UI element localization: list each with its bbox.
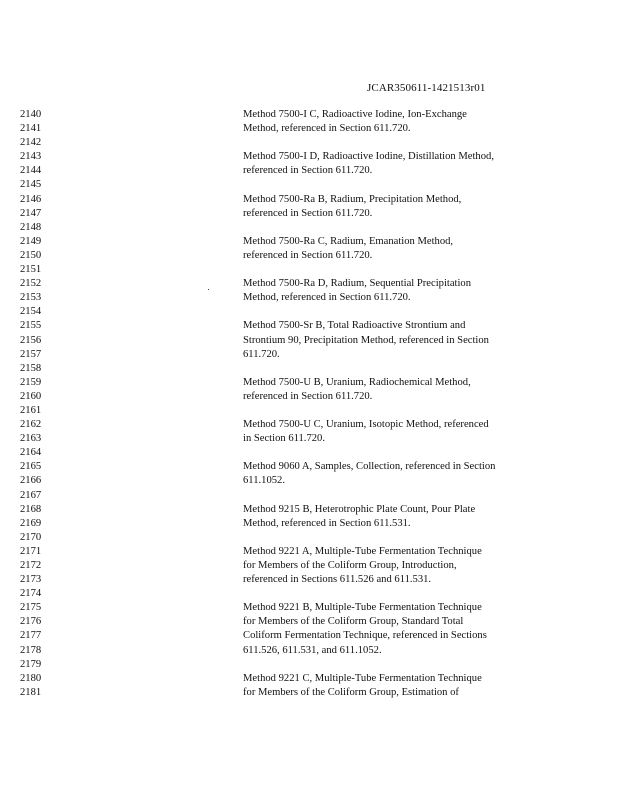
text-line	[0, 418, 618, 432]
text-line	[0, 178, 618, 192]
text-line	[0, 249, 618, 263]
line-text: Coliform Fermentation Technique, referenced in Sections	[243, 630, 487, 642]
line-text: for Members of the Coliform Group, Estimation of	[243, 686, 459, 698]
line-number: 2166	[20, 475, 42, 487]
line-number: 2151	[20, 264, 42, 276]
line-text: Method 7500-Ra C, Radium, Emanation Method,	[243, 235, 454, 247]
text-line	[0, 573, 618, 587]
line-text: Method 9221 C, Multiple-Tube Fermentation Technique	[243, 672, 482, 684]
line-number: 2155	[20, 320, 42, 332]
text-line	[0, 404, 618, 418]
line-number: 2145	[20, 179, 42, 191]
line-number: 2175	[20, 602, 42, 614]
text-line	[0, 559, 618, 573]
line-number: 2177	[20, 630, 42, 642]
line-number: 2144	[20, 165, 42, 177]
line-text: Method 7500-U B, Uranium, Radiochemical Method,	[243, 376, 471, 388]
text-line	[0, 686, 618, 700]
line-number: 2164	[20, 447, 42, 459]
text-line	[0, 305, 618, 319]
text-line	[0, 164, 618, 178]
line-number: 2153	[20, 292, 42, 304]
text-line	[0, 460, 618, 474]
line-number: 2172	[20, 560, 42, 571]
line-text: Strontium 90, Precipitation Method, referenced in Section	[243, 334, 489, 346]
text-line	[0, 601, 618, 615]
text-line	[0, 672, 618, 686]
text-line	[0, 348, 618, 362]
line-text: referenced in Section 611.720.	[243, 207, 373, 219]
line-text: Method, referenced in Section 611.720.	[243, 292, 411, 304]
text-line	[0, 545, 618, 559]
line-number: 2141	[20, 123, 42, 135]
line-text: Method 7500-I D, Radioactive Iodine, Distillation Method,	[243, 151, 494, 163]
line-text: Method, referenced in Section 611.531.	[243, 517, 411, 529]
line-number: 2171	[20, 545, 42, 557]
line-number: 2146	[20, 193, 42, 205]
text-line	[0, 235, 618, 249]
line-number: 2170	[20, 531, 42, 543]
line-text: Method 7500-Ra B, Radium, Precipitation Method,	[243, 193, 462, 205]
text-line	[0, 263, 618, 277]
text-line	[0, 108, 618, 122]
line-text: referenced in Section 611.720.	[243, 249, 373, 261]
line-text: 611.720.	[243, 348, 280, 360]
text-line	[0, 587, 618, 601]
line-text: Method 7500-U C, Uranium, Isotopic Method, referenced	[243, 419, 489, 431]
line-text: Method 7500-Ra D, Radium, Sequential Precipitation	[243, 278, 472, 290]
line-number: 2167	[20, 489, 42, 501]
text-line	[0, 136, 618, 150]
line-number: 2178	[20, 644, 42, 656]
text-line	[0, 221, 618, 235]
line-text: Method, referenced in Section 611.720.	[243, 123, 411, 135]
line-text: in Section 611.720.	[243, 433, 325, 445]
text-line	[0, 291, 618, 305]
text-line	[0, 489, 618, 503]
line-number: 2142	[20, 137, 42, 149]
text-line	[0, 517, 618, 531]
line-number: 2140	[20, 109, 42, 120]
line-number: 2176	[20, 616, 42, 628]
line-number: 2156	[20, 334, 42, 346]
line-number: 2149	[20, 235, 42, 247]
line-text: for Members of the Coliform Group, Standard Total	[243, 616, 464, 628]
text-line	[0, 531, 618, 545]
line-text: for Members of the Coliform Group, Introduction,	[243, 560, 457, 571]
line-text: 611.1052.	[243, 475, 285, 487]
text-line	[0, 644, 618, 658]
line-text: Method 7500-Sr B, Total Radioactive Strontium and	[243, 320, 466, 332]
text-line	[0, 615, 618, 629]
text-line	[0, 277, 618, 291]
text-line	[0, 207, 618, 221]
line-text: 611.526, 611.531, and 611.1052.	[243, 644, 382, 656]
numbered-text-body	[0, 108, 618, 700]
line-number: 2160	[20, 390, 42, 402]
line-text: Method 9221 B, Multiple-Tube Fermentation Technique	[243, 602, 482, 614]
line-number: 2163	[20, 433, 42, 445]
line-text: referenced in Sections 611.526 and 611.531.	[243, 574, 432, 586]
text-line	[0, 376, 618, 390]
document-id-header: JCAR350611-1421513r01	[367, 82, 486, 94]
line-text: Method 9060 A, Samples, Collection, referenced in Section	[243, 461, 496, 473]
text-line	[0, 334, 618, 348]
text-line	[0, 362, 618, 376]
line-number: 2148	[20, 221, 42, 233]
line-number: 2181	[20, 686, 42, 698]
line-number: 2161	[20, 404, 42, 416]
line-number: 2180	[20, 672, 42, 684]
text-line	[0, 503, 618, 517]
text-line	[0, 193, 618, 207]
line-number: 2165	[20, 461, 42, 473]
line-text: Method 7500-I C, Radioactive Iodine, Ion-Exchange	[243, 109, 467, 120]
text-line	[0, 390, 618, 404]
line-number: 2147	[20, 207, 42, 219]
text-line	[0, 658, 618, 672]
text-line	[0, 150, 618, 164]
line-number: 2173	[20, 574, 42, 586]
line-text: referenced in Section 611.720.	[243, 165, 373, 177]
text-line	[0, 319, 618, 333]
line-number: 2162	[20, 419, 42, 431]
text-line	[0, 474, 618, 488]
text-line	[0, 432, 618, 446]
line-number: 2154	[20, 306, 42, 318]
line-text: referenced in Section 611.720.	[243, 390, 373, 402]
text-line	[0, 122, 618, 136]
line-number: 2169	[20, 517, 42, 529]
line-number: 2152	[20, 278, 42, 290]
line-text: Method 9215 B, Heterotrophic Plate Count, Pour Plate	[243, 503, 476, 515]
line-number: 2168	[20, 503, 42, 515]
line-number: 2158	[20, 362, 42, 374]
line-number: 2150	[20, 249, 42, 261]
line-number: 2157	[20, 348, 42, 360]
text-line	[0, 446, 618, 460]
line-number: 2143	[20, 151, 42, 163]
line-text: Method 9221 A, Multiple-Tube Fermentation Technique	[243, 545, 482, 557]
line-number: 2179	[20, 658, 42, 670]
line-number: 2174	[20, 588, 42, 600]
text-line	[0, 629, 618, 643]
line-number: 2159	[20, 376, 42, 388]
